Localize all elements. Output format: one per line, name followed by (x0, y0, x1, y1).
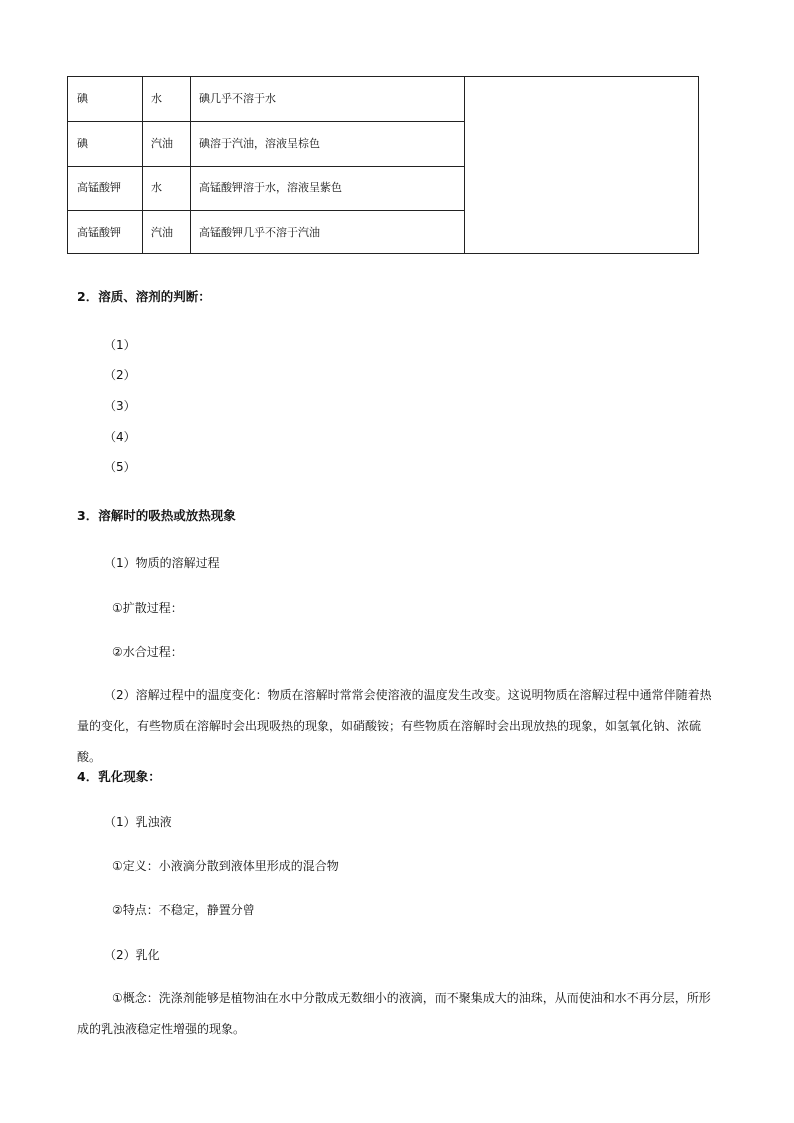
list-item: ②特点：不稳定，静置分曾 (112, 903, 255, 917)
table-divider (68, 121, 464, 122)
paragraph: （2）溶解过程中的温度变化：物质在溶解时常常会使溶液的温度发生改变。这说明物质在溶解过程中通常伴随着热量的变化，有些物质在溶解时会出现吸热的现象，如硝酸铵；有些物质在溶解时会出现放热的现象，如氢氧化钠、浓硫酸。 (77, 688, 712, 764)
table-divider (190, 77, 191, 253)
section-heading: 4．乳化现象： (77, 769, 161, 784)
table-cell-phenomenon: 高锰酸钾溶于水，溶液呈紫色 (199, 181, 342, 194)
table-cell-solvent: 汽油 (151, 137, 173, 150)
table-cell-solvent: 水 (151, 181, 162, 194)
table-cell-solute: 高锰酸钾 (77, 226, 121, 239)
table-divider (464, 77, 465, 253)
table-cell-phenomenon: 碘溶于汽油，溶液呈棕色 (199, 137, 320, 150)
list-item: （5） (104, 460, 136, 474)
list-item: （3） (104, 399, 136, 413)
subheading: （2）乳化 (104, 948, 160, 962)
subheading: （1）乳浊液 (104, 815, 172, 829)
list-item: ①定义：小液滴分散到液体里形成的混合物 (112, 859, 339, 873)
table-cell-solute: 碘 (77, 92, 88, 105)
paragraph: ①概念：洗涤剂能够是植物油在水中分散成无数细小的液滴，而不聚集成大的油珠，从而使油和水不再分层，所形成的乳浊液稳定性增强的现象。 (77, 991, 711, 1036)
list-item: （1） (104, 338, 136, 352)
list-item: （2） (104, 368, 136, 382)
list-item: ②水合过程： (112, 645, 183, 659)
list-item: ①扩散过程： (112, 601, 183, 615)
table-divider (68, 166, 464, 167)
subheading: （1）物质的溶解过程 (104, 556, 220, 570)
list-item: （4） (104, 430, 136, 444)
table-divider (68, 210, 464, 211)
solubility-table (67, 76, 699, 254)
table-cell-solute: 碘 (77, 137, 88, 150)
table-cell-solvent: 汽油 (151, 226, 173, 239)
table-cell-phenomenon: 高锰酸钾几乎不溶于汽油 (199, 226, 320, 239)
table-divider (142, 77, 143, 253)
section-heading: 3．溶解时的吸热或放热现象 (77, 508, 236, 523)
section-heading: 2．溶质、溶剂的判断： (77, 289, 211, 304)
table-cell-solute: 高锰酸钾 (77, 181, 121, 194)
table-cell-solvent: 水 (151, 92, 162, 105)
table-cell-phenomenon: 碘几乎不溶于水 (199, 92, 276, 105)
